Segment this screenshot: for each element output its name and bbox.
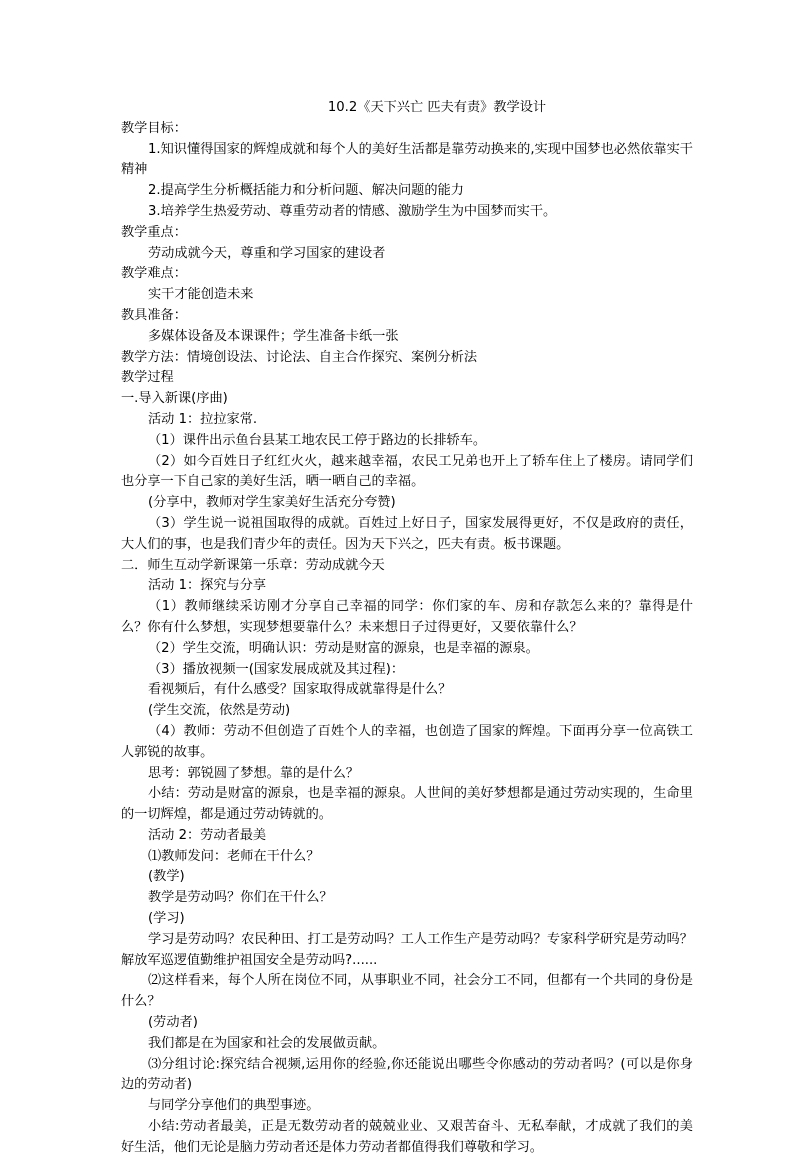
tools-text: 多媒体设备及本课课件；学生准备卡纸一张 — [148, 328, 399, 344]
key-heading: 教学重点： — [121, 224, 187, 240]
paragraph: 我们都是在为国家和社会的发展做贡献。 — [148, 1035, 386, 1051]
paragraph: (教学) — [148, 869, 185, 885]
paragraph: 看视频后，有什么感受？国家取得成就靠得是什么？ — [148, 682, 452, 698]
difficulty-heading: 教学难点： — [121, 266, 187, 282]
paragraph: （1）课件出示鱼台县某工地农民工停于路边的长排轿车。 — [148, 432, 487, 448]
document-body — [121, 98, 693, 1159]
paragraph: (劳动者) — [148, 1015, 198, 1031]
paragraph: （3）播放视频一(国家发展成就及其过程)： — [148, 661, 405, 677]
paragraph: （2）如今百姓日子红红火火，越来越幸福，农民工兄弟也开上了轿车住上了楼房。请同学们也分享一下自己家的美好生活，晒一晒自己的幸福。 — [121, 453, 693, 490]
paragraph: (学习) — [148, 911, 185, 927]
tools-heading: 教具准备： — [121, 307, 187, 323]
paragraph: (学生交流，依然是劳动) — [148, 703, 291, 719]
paragraph: 与同学分享他们的典型事迹。 — [148, 1098, 320, 1114]
paragraph: （3）学生说一说祖国取得的成就。百姓过上好日子，国家发展得更好，不仅是政府的责任，大人们的事，也是我们青少年的责任。因为天下兴之，匹夫有责。板书课题。 — [121, 515, 693, 552]
paragraph: ⑶分组讨论:探究结合视频,运用你的经验,你还能说出哪些令你感动的劳动者吗？(可以是你身边的劳动者) — [121, 1056, 693, 1093]
difficulty-text: 实干才能创造未来 — [148, 287, 254, 303]
paragraph: 学习是劳动吗？农民种田、打工是劳动吗？工人工作生产是劳动吗？专家科学研究是劳动吗？解放军巡逻值勤维护祖国安全是劳动吗?...... — [121, 931, 693, 968]
activity-heading: 活动 1：拉拉家常. — [148, 411, 258, 427]
paragraph: 思考：郭锐圆了梦想。靠的是什么？ — [148, 765, 359, 781]
paragraph: 小结：劳动是财富的源泉，也是幸福的源泉。人世间的美好梦想都是通过劳动实现的，生命里的一切辉煌，都是通过劳动铸就的。 — [121, 786, 693, 823]
method-line: 教学方法：情境创设法、讨论法、自主合作探究、案例分析法 — [121, 349, 478, 365]
paragraph: ⑵这样看来，每个人所在岗位不同，从事职业不同，社会分工不同，但都有一个共同的身份是什么？ — [121, 973, 693, 1010]
paragraph: （1）教师继续采访刚才分享自己幸福的同学：你们家的车、房和存款怎么来的？靠得是什么？你有什么梦想，实现梦想要靠什么？未来想日子过得更好，又要依靠什么？ — [121, 599, 693, 635]
document-title: 10.2《天下兴亡 匹夫有责》教学设计 — [327, 100, 547, 115]
goals-heading: 教学目标： — [121, 120, 187, 136]
paragraph: （4）教师：劳动不但创造了百姓个人的幸福，也创造了国家的辉煌。下面再分享一位高铁工人郭锐的故事。 — [121, 723, 693, 760]
goal-2: 2.提高学生分析概括能力和分析问题、解决问题的能力 — [148, 183, 464, 199]
paragraph: ⑴教师发问：老师在干什么？ — [148, 848, 320, 864]
paragraph: 小结:劳动者最美，正是无数劳动者的兢兢业业、又艰苦奋斗、无私奉献，才成就了我们的美好生活，他们无论是脑力劳动者还是体力劳动者都值得我们尊敬和学习。 — [121, 1119, 693, 1155]
activity-heading: 活动 2：劳动者最美 — [148, 827, 267, 843]
goal-1: 1.知识懂得国家的辉煌成就和每个人的美好生活都是靠劳动换来的,实现中国梦也必然依靠实干精神 — [121, 141, 693, 178]
goal-3: 3.培养学生热爱劳动、尊重劳动者的情感、激励学生为中国梦而实干。 — [148, 203, 557, 219]
activity-heading: 活动 1：探究与分享 — [148, 578, 267, 594]
paragraph: （2）学生交流，明确认识：劳动是财富的源泉，也是幸福的源泉。 — [148, 640, 539, 656]
paragraph: 教学是劳动吗？你们在干什么？ — [148, 890, 333, 906]
section-intro-heading: 一.导入新课(序曲) — [121, 391, 228, 407]
section-new-lesson-heading: 二．师生互动学新课第一乐章：劳动成就今天 — [121, 557, 385, 573]
process-heading: 教学过程 — [121, 370, 174, 386]
paragraph: (分享中，教师对学生家美好生活充分夸赞) — [148, 495, 396, 511]
key-text: 劳动成就今天，尊重和学习国家的建设者 — [148, 245, 386, 261]
